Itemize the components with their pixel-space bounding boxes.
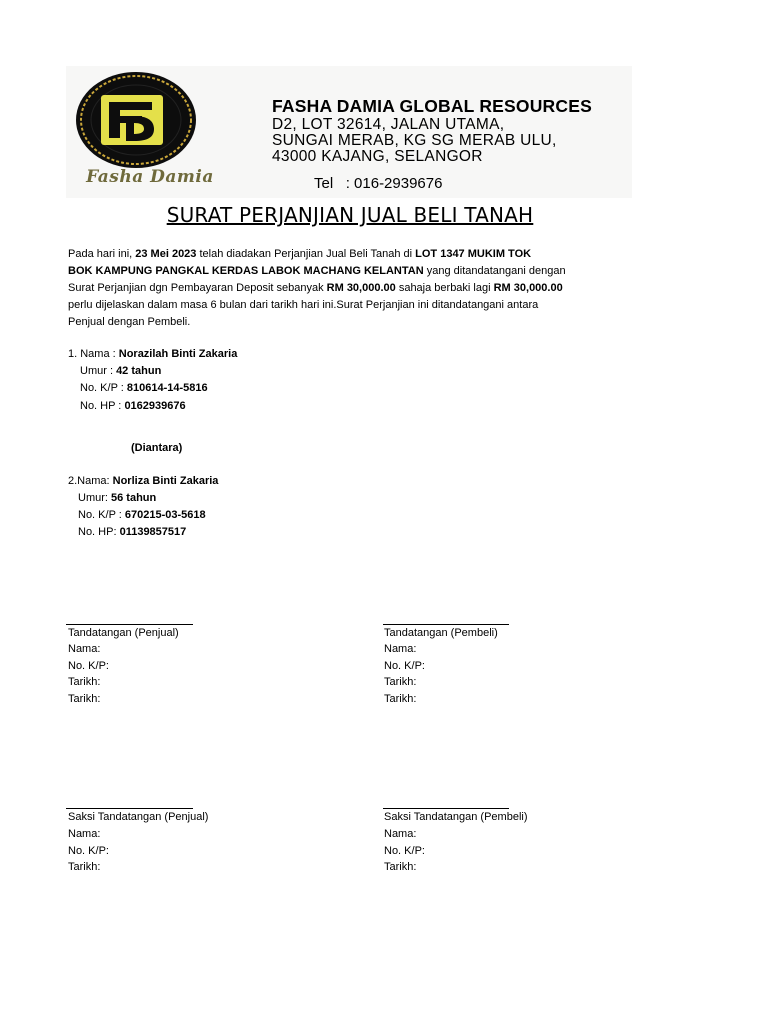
party2-ic: No. K/P : 670215-03-5618 <box>78 509 206 521</box>
buyer-witness-line <box>383 808 509 809</box>
buyer-signature-line <box>383 624 509 625</box>
seller-signature-line <box>66 624 193 625</box>
tel-label: Tel <box>314 175 334 192</box>
address-line-2: SUNGAI MERAB, KG SG MERAB ULU, <box>272 132 557 149</box>
intro-line-4: perlu dijelaskan dalam masa 6 bulan dari tarikh hari ini.Surat Perjanjian ini ditandatangani antara <box>68 299 539 311</box>
company-name: FASHA DAMIA GLOBAL RESOURCES <box>272 96 592 116</box>
intro-line-3: Surat Perjanjian dgn Pembayaran Deposit sebanyak RM 30,000.00 sahaja berbaki lagi RM 30,000.00 <box>68 282 563 294</box>
seller-witness-date-label: Tarikh: <box>68 861 101 873</box>
party1-name: 1. Nama : Norazilah Binti Zakaria <box>68 348 238 360</box>
seller-name-label: Nama: <box>68 643 101 655</box>
seller-date-label: Tarikh: <box>68 676 101 688</box>
buyer-witness-date-label: Tarikh: <box>384 861 417 873</box>
buyer-witness-ic-label: No. K/P: <box>384 845 425 857</box>
buyer-signature-heading: Tandatangan (Pembeli) <box>384 627 498 639</box>
party2-phone: No. HP: 01139857517 <box>78 526 187 538</box>
party1-phone: No. HP : 0162939676 <box>80 400 186 412</box>
letterhead <box>66 66 632 198</box>
seller-witness-name-label: Nama: <box>68 828 101 840</box>
seller-witness-heading: Saksi Tandatangan (Penjual) <box>68 811 209 823</box>
buyer-name-label: Nama: <box>384 643 417 655</box>
party2-age: Umur: 56 tahun <box>78 492 157 504</box>
tel-value: : 016-2939676 <box>345 175 443 192</box>
fd-monogram-icon <box>101 95 163 145</box>
document-title: SURAT PERJANJIAN JUAL BELI TANAH <box>166 203 534 227</box>
seller-witness-ic-label: No. K/P: <box>68 845 109 857</box>
intro-line-2: BOK KAMPUNG PANGKAL KERDAS LABOK MACHANG KELANTAN yang ditandatangani dengan <box>68 265 566 277</box>
address-line-3: 43000 KAJANG, SELANGOR <box>272 148 483 165</box>
buyer-witness-name-label: Nama: <box>384 828 417 840</box>
seller-ic-label: No. K/P: <box>68 660 109 672</box>
party2-name: 2.Nama: Norliza Binti Zakaria <box>68 475 219 487</box>
seller-witness-line <box>66 808 193 809</box>
telephone <box>314 175 442 192</box>
seller-signature-heading: Tandatangan (Penjual) <box>68 627 179 639</box>
intro-line-1: Pada hari ini, 23 Mei 2023 telah diadakan Perjanjian Jual Beli Tanah di LOT 1347 MUKIM TOK <box>68 248 532 260</box>
buyer-ic-label: No. K/P: <box>384 660 425 672</box>
address-line-1: D2, LOT 32614, JALAN UTAMA, <box>272 116 505 133</box>
intro-line-5: Penjual dengan Pembeli. <box>68 316 191 328</box>
buyer-witness-heading: Saksi Tandatangan (Pembeli) <box>384 811 528 823</box>
party1-age: Umur : 42 tahun <box>80 365 162 377</box>
buyer-date-label: Tarikh: <box>384 676 417 688</box>
seller-date-label-2: Tarikh: <box>68 693 101 705</box>
party1-ic: No. K/P : 810614-14-5816 <box>80 382 208 394</box>
buyer-date-label-2: Tarikh: <box>384 693 417 705</box>
logo-script-text: Fasha Damia <box>86 167 214 187</box>
diantara-label: (Diantara) <box>131 442 183 454</box>
